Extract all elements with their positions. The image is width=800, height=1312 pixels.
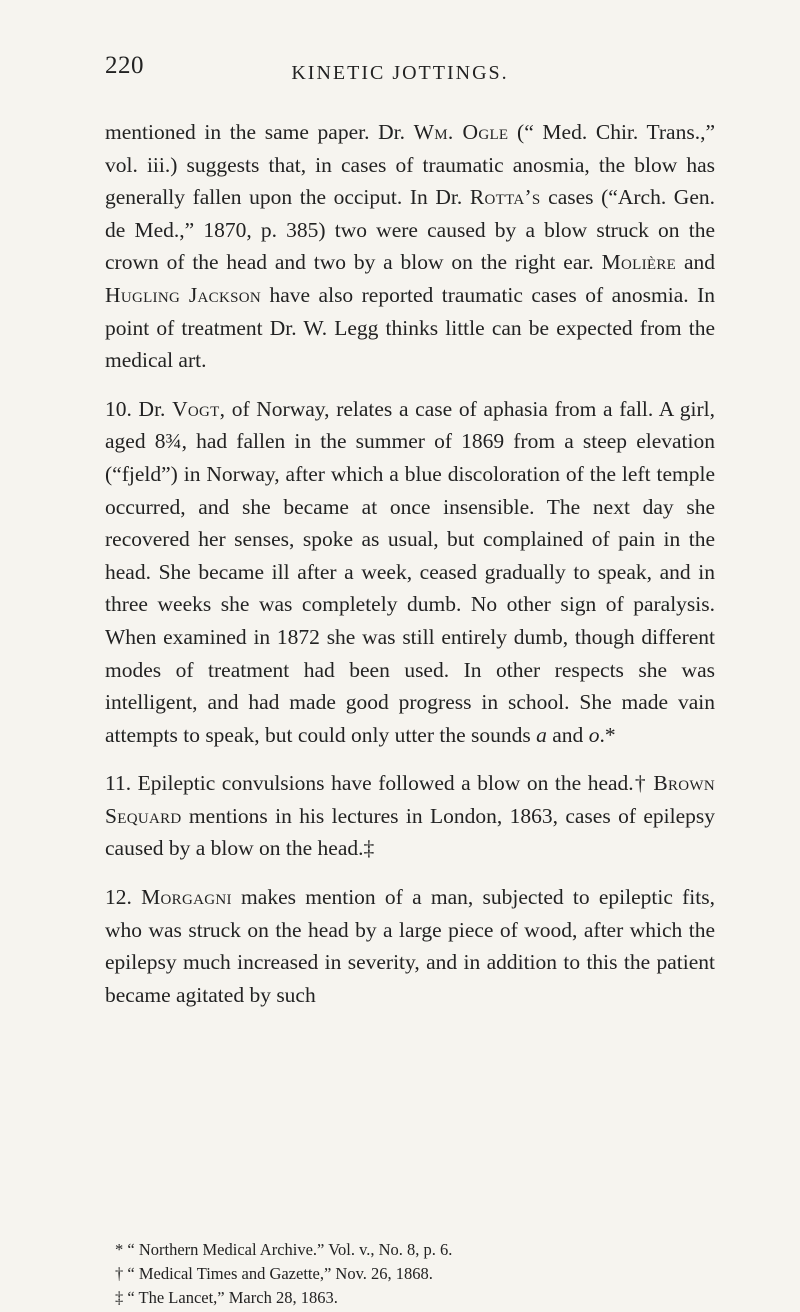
page-number: 220 — [105, 52, 144, 79]
running-title: KINETIC JOTTINGS. — [291, 62, 509, 84]
author-name-morgagni: Morgagni — [141, 885, 232, 910]
text-run: , of Norway, relates a case of aphasia from a fall. A girl, aged 8¾, had fallen in the summer of 1869 from a steep elevation (“fjeld”) in Norway, after which a blue discoloration of the left temple occurred, and she became at once insensible. The next day she recovered her senses, spoke as usual, but complained of pain in the head. She became ill after a week, ceased gradually to speak, and in three weeks she was completely dumb. No other sign of paralysis. When examined in 1872 she was still entirely dumb, though different modes of treatment had been used. In other respects she was intelligent, and had made good progress in school. She made vain attempts to speak, but could only utter the sounds — [105, 396, 715, 747]
author-name-moliere: Molière — [601, 250, 677, 275]
author-name-jackson: Hugling Jackson — [105, 282, 262, 307]
text-run: and — [676, 250, 715, 275]
text-run: cases (“Arch. Gen. de Med.,” 1870, p. 385) two were caused by a blow struck on the crown of the head and two by a blow on the right ear. — [105, 185, 715, 275]
footnote-dagger: † “ Medical Times and Gazette,” Nov. 26, 1868. — [115, 1264, 433, 1283]
text-run: mentions in his lectures in London, 1863, cases of epilepsy caused by a blow on the head.‡ — [105, 803, 715, 861]
author-name-ogle: Wm. Ogle — [413, 120, 509, 144]
author-name-vogt: Vogt — [172, 396, 220, 421]
body-text — [105, 116, 715, 1011]
author-name-brown-sequard: Brown Sequard — [105, 771, 715, 828]
paragraph-10-aphasia — [105, 393, 715, 752]
paragraph-anosmia — [105, 116, 715, 377]
text-run: mentioned in the same paper. Dr. — [105, 120, 414, 144]
footnotes — [105, 1238, 715, 1310]
paragraph-12-morgagni — [105, 881, 715, 1011]
text-run: makes mention of a man, subjected to epileptic fits, who was struck on the head by a large piece of wood, after which the epilepsy much increased in severity, and in addition to this the patient became agitated by such — [105, 885, 715, 1007]
text-run: 11. Epileptic convulsions have followed a blow on the head.† — [105, 771, 654, 796]
footnote-double-dagger: ‡ “ The Lancet,” March 28, 1863. — [115, 1288, 338, 1307]
footnote-asterisk: * “ Northern Medical Archive.” Vol. v., No. 8, p. 6. — [115, 1240, 453, 1259]
paragraph-11-epilepsy — [105, 767, 715, 865]
text-run: have also reported traumatic cases of anosmia. In point of treatment Dr. W. Legg thinks little can be expected from the medical art. — [105, 282, 716, 373]
text-run: 10. Dr. — [105, 396, 173, 421]
text-run: .* — [599, 722, 616, 747]
italic-sound-o: o — [588, 722, 600, 747]
text-run: (“ Med. Chir. Trans.,” vol. iii.) suggests that, in cases of traumatic anosmia, the blow has generally fallen upon the occiput. In Dr. — [105, 120, 716, 210]
text-run: 12. — [105, 885, 142, 910]
text-run: and — [546, 722, 589, 747]
author-name-rotta: Rotta’s — [469, 185, 541, 210]
italic-sound-a: a — [536, 722, 547, 747]
